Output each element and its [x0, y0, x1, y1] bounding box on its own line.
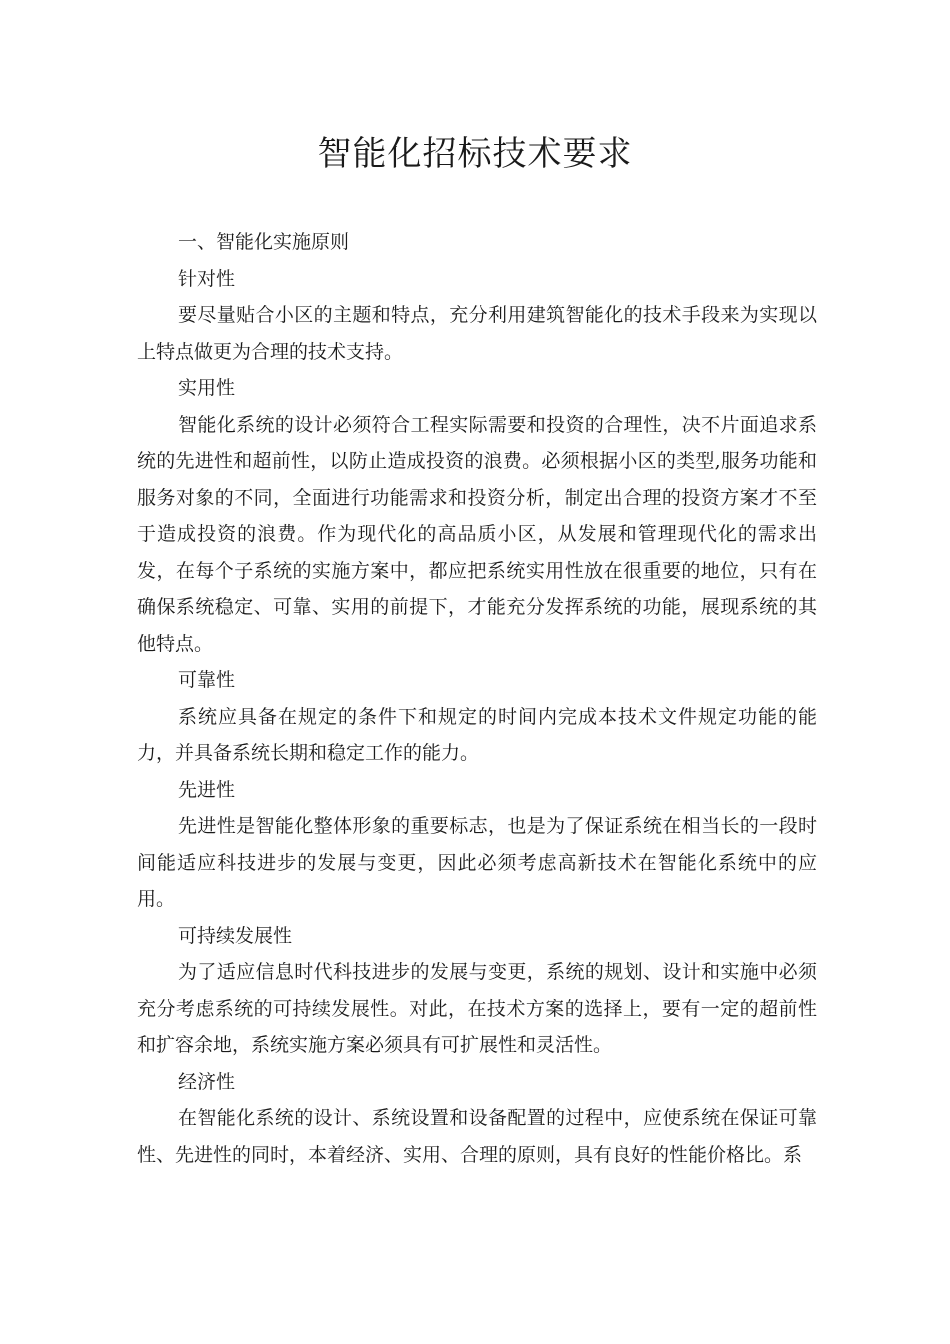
principle-text-sustainability: 为了适应信息时代科技进步的发展与变更，系统的规划、设计和实施中必须充分考虑系统的可持续发展性。对此，在技术方案的选择上，要有一定的超前性和扩容余地，系统实施方案必须具有可扩展性和灵活性。 [137, 961, 817, 1056]
principle-text-economy: 在智能化系统的设计、系统设置和设备配置的过程中，应使系统在保证可靠性、先进性的同时，本着经济、实用、合理的原则，具有良好的性能价格比。系 [137, 1107, 817, 1166]
section-heading: 一、智能化实施原则 [178, 231, 350, 253]
principle-text-targeting: 要尽量贴合小区的主题和特点，充分利用建筑智能化的技术手段来为实现以上特点做更为合理的技术支持。 [137, 304, 817, 363]
principle-heading-economy: 经济性 [178, 1070, 236, 1093]
principle-heading-targeting: 针对性 [178, 267, 236, 290]
principle-heading-sustainability: 可持续发展性 [178, 924, 293, 947]
principle-heading-reliability: 可靠性 [178, 669, 236, 691]
principle-text-reliability: 系统应具备在规定的条件下和规定的时间内完成本技术文件规定功能的能力，并具备系统长期和稳定工作的能力。 [137, 705, 817, 764]
principle-heading-advancement: 先进性 [178, 778, 236, 801]
principle-heading-practicality: 实用性 [178, 377, 236, 399]
document-body [137, 224, 817, 1173]
document-title: 智能化招标技术要求 [317, 134, 633, 174]
principle-text-practicality: 智能化系统的设计必须符合工程实际需要和投资的合理性，决不片面追求系统的先进性和超前性，以防止造成投资的浪费。必须根据小区的类型,服务功能和服务对象的不同，全面进行功能需求和投资分析，制定出合理的投资方案才不至于造成投资的浪费。作为现代化的高品质小区，从发展和管理现代化的需求出发，在每个子系统的实施方案中，都应把系统实用性放在很重要的地位，只有在确保系统稳定、可靠、实用的前提下，才能充分发挥系统的功能，展现系统的其他特点。 [137, 413, 817, 655]
principle-text-advancement: 先进性是智能化整体形象的重要标志，也是为了保证系统在相当长的一段时间能适应科技进步的发展与变更，因此必须考虑高新技术在智能化系统中的应用。 [137, 815, 817, 910]
